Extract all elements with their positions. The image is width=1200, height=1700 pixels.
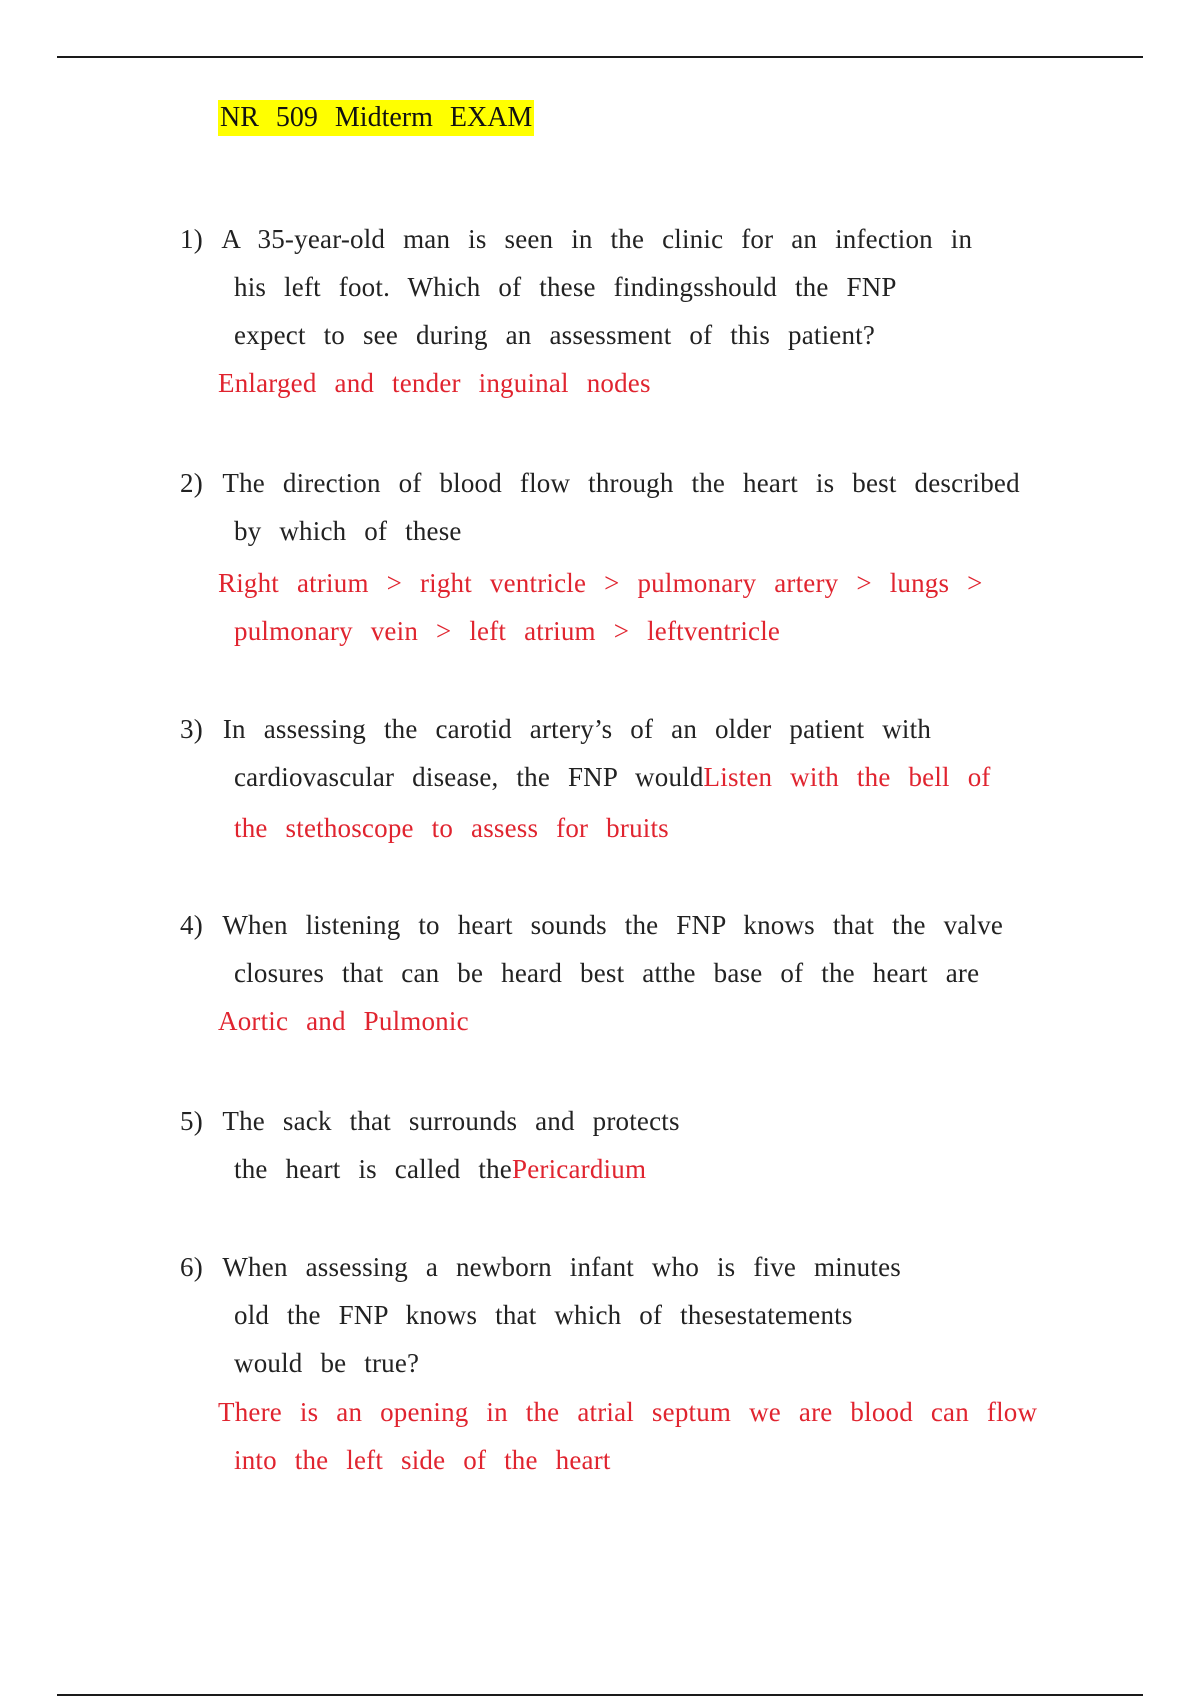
question-number: 5) — [180, 1106, 203, 1136]
question-number: 2) — [180, 468, 203, 498]
question-text: The direction of blood flow through the heart is best described — [222, 468, 1020, 498]
question-number: 3) — [180, 714, 203, 744]
answer-4: Aortic and Pulmonic — [218, 1006, 469, 1036]
question-number: 4) — [180, 910, 203, 940]
question-6-line-2: old the FNP knows that which of thesestatements — [234, 1300, 853, 1330]
question-3-line-1 — [180, 712, 931, 746]
question-text: The sack that surrounds and protects — [222, 1106, 680, 1136]
answer-5-inline: Pericardium — [512, 1154, 647, 1184]
question-1-line-2: his left foot. Which of these findingsshould the FNP — [234, 272, 897, 302]
question-3-line-2 — [234, 760, 991, 794]
answer-6-line-2: into the left side of the heart — [234, 1445, 611, 1475]
question-text: When listening to heart sounds the FNP knows that the valve — [222, 910, 1004, 940]
question-2-line-1 — [180, 466, 1020, 500]
answer-2-line-1: Right atrium > right ventricle > pulmonary artery > lungs > — [218, 568, 983, 598]
question-number: 1) — [180, 224, 203, 254]
question-text: A 35-year-old man is seen in the clinic for an infection in — [221, 224, 973, 254]
question-5-line-2 — [234, 1152, 646, 1186]
question-text: In assessing the carotid artery’s of an older patient with — [222, 714, 932, 744]
question-1-line-3: expect to see during an assessment of this patient? — [234, 320, 876, 350]
answer-3-line-2: the stethoscope to assess for bruits — [234, 813, 669, 843]
answer-6-line-1: There is an opening in the atrial septum we are blood can flow — [218, 1397, 1038, 1427]
top-rule — [57, 56, 1143, 58]
answer-1: Enlarged and tender inguinal nodes — [218, 368, 651, 398]
document-title: NR 509 Midterm EXAM — [218, 100, 534, 136]
question-5-line-1 — [180, 1104, 680, 1138]
answer-3-inline: Listen with the bell of — [703, 762, 991, 792]
question-1-line-1 — [180, 222, 972, 256]
question-text: the heart is called the — [234, 1154, 512, 1184]
question-text: When assessing a newborn infant who is five minutes — [222, 1252, 901, 1282]
question-number: 6) — [180, 1252, 203, 1282]
question-4-line-2: closures that can be heard best atthe base of the heart are — [234, 958, 980, 988]
question-6-line-1 — [180, 1250, 901, 1284]
bottom-rule — [57, 1694, 1143, 1696]
question-2-line-2: by which of these — [234, 516, 462, 546]
question-4-line-1 — [180, 908, 1003, 942]
question-6-line-3: would be true? — [234, 1348, 420, 1378]
answer-2-line-2: pulmonary vein > left atrium > leftventricle — [234, 616, 781, 646]
question-text: cardiovascular disease, the FNP would — [234, 762, 704, 792]
